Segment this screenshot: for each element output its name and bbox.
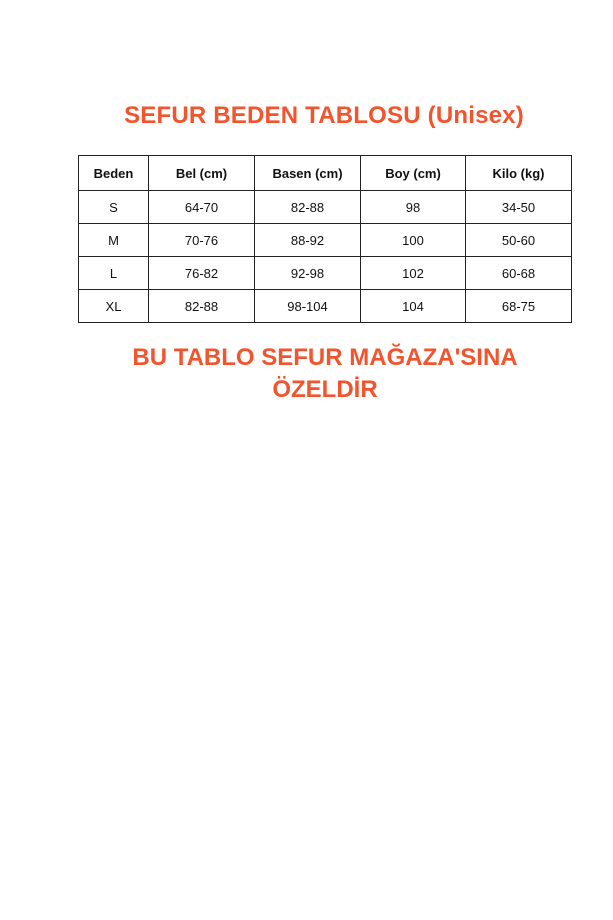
cell-waist: 82-88 xyxy=(149,290,255,323)
cell-height: 104 xyxy=(361,290,466,323)
note-line-1: BU TABLO SEFUR MAĞAZA'SINA xyxy=(132,344,518,371)
note-line-2: ÖZELDİR xyxy=(272,376,378,403)
page-title: SEFUR BEDEN TABLOSU (Unisex) xyxy=(124,102,524,129)
cell-size: S xyxy=(79,191,149,224)
table-row xyxy=(79,224,572,257)
header-size: Beden xyxy=(79,156,149,191)
header-weight: Kilo (kg) xyxy=(466,156,572,191)
cell-hip: 92-98 xyxy=(255,257,361,290)
cell-weight: 34-50 xyxy=(466,191,572,224)
size-table xyxy=(78,155,572,323)
cell-size: L xyxy=(79,257,149,290)
cell-waist: 70-76 xyxy=(149,224,255,257)
table-row xyxy=(79,290,572,323)
cell-waist: 64-70 xyxy=(149,191,255,224)
cell-hip: 98-104 xyxy=(255,290,361,323)
cell-height: 102 xyxy=(361,257,466,290)
cell-weight: 50-60 xyxy=(466,224,572,257)
table-row xyxy=(79,191,572,224)
header-height: Boy (cm) xyxy=(361,156,466,191)
cell-hip: 88-92 xyxy=(255,224,361,257)
store-exclusive-note xyxy=(90,342,560,406)
cell-waist: 76-82 xyxy=(149,257,255,290)
cell-weight: 60-68 xyxy=(466,257,572,290)
cell-height: 100 xyxy=(361,224,466,257)
cell-weight: 68-75 xyxy=(466,290,572,323)
header-waist: Bel (cm) xyxy=(149,156,255,191)
table-row xyxy=(79,257,572,290)
cell-height: 98 xyxy=(361,191,466,224)
table-header-row xyxy=(79,156,572,191)
header-hip: Basen (cm) xyxy=(255,156,361,191)
cell-size: XL xyxy=(79,290,149,323)
cell-hip: 82-88 xyxy=(255,191,361,224)
cell-size: M xyxy=(79,224,149,257)
